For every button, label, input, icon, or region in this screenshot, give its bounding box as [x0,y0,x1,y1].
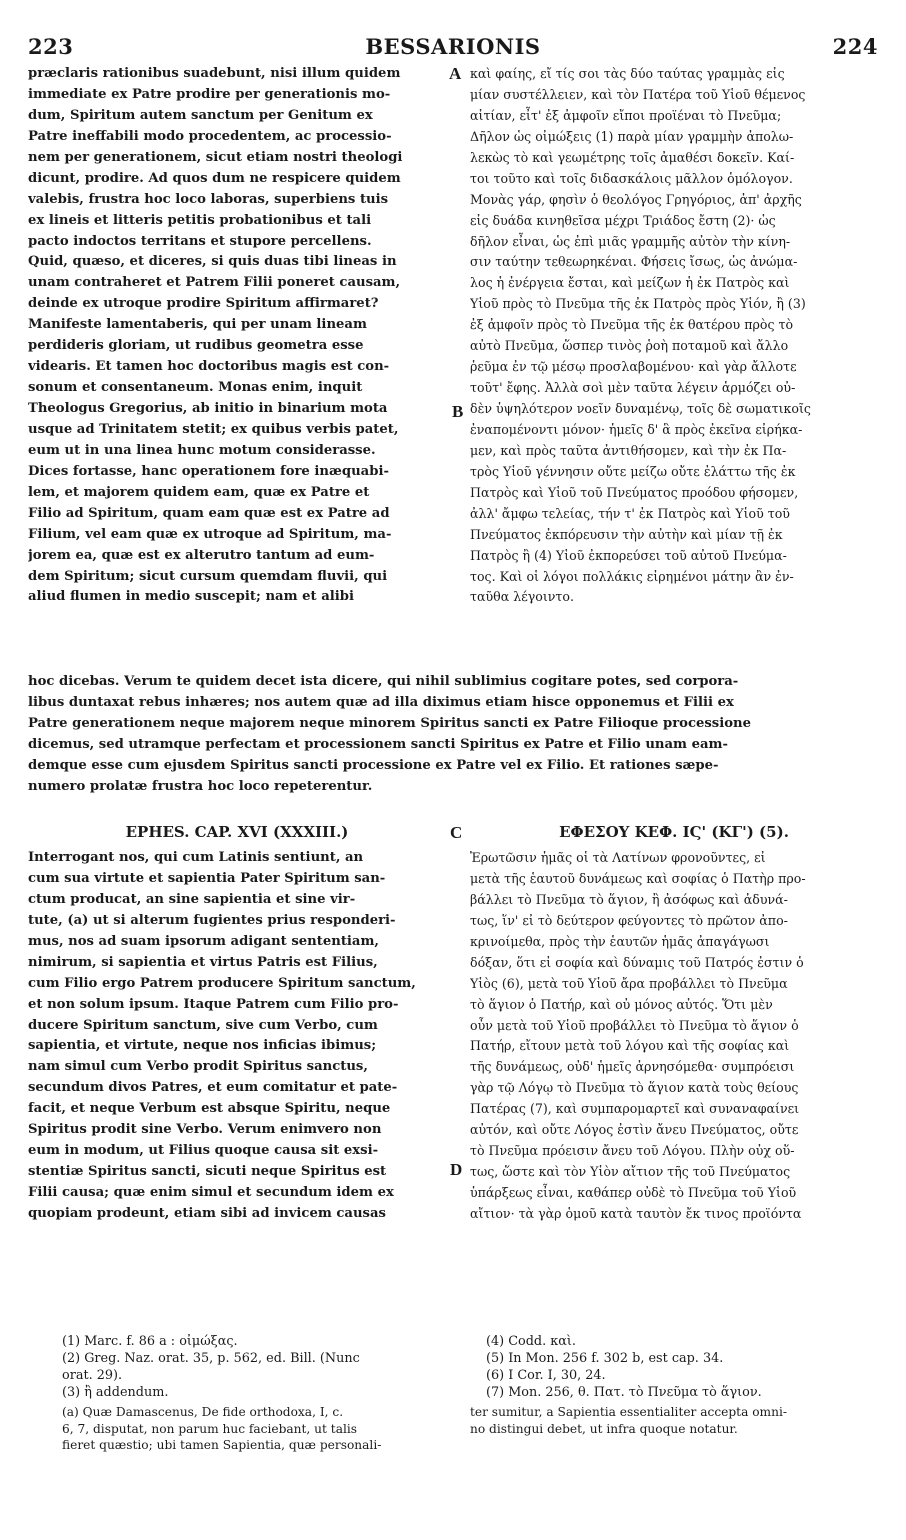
text-line: libus duntaxat rebus inhæres; nos autem quæ ad illa diximus etiam hisce opponemus et Filii ex [28,694,734,710]
footnote-line: (5) In Mon. 256 f. 302 b, est cap. 34. [486,1351,724,1366]
text-line: jorem ea, quæ est ex alterutro tantum ad eum- [28,547,375,563]
text-line: μεν, καὶ πρὸς ταῦτα ἀντιθήσομεν, καὶ τὴν ἐκ Πα- [470,442,787,458]
text-line: Πνεύματος ἐκπόρευσιν τὴν αὐτὴν καὶ μίαν τῇ ἐκ [470,526,783,542]
text-line: numero prolatæ frustra hoc loco repeterentur. [28,778,373,794]
text-line: ταῦθα λέγοιντο. [470,589,574,605]
text-line: quopiam prodeunt, etiam sibi ad invicem causas [28,1205,386,1221]
note-line: 6, 7, disputat, non parum huc faciebant, ut talis [62,1421,358,1436]
text-line: tute, (a) ut si alterum fugientes prius responderi- [28,912,396,928]
note-line: ter sumitur, a Sapientia essentialiter accepta omni- [470,1405,787,1419]
text-line: dicunt, prodire. Ad quos dum ne respicere quidem [28,170,401,186]
text-line: Patre generationem neque majorem neque minorem Spiritus sancti ex Patre Filioque processione [28,715,752,731]
text-line: mus, nos ad suam ipsorum adigant sententiam, [28,933,380,949]
text-line: Πατήρ, εἴτουν μετὰ τοῦ λόγου καὶ τῆς σοφίας καὶ [470,1038,790,1054]
note-line: no distingui debet, ut infra quoque notatur. [470,1421,738,1436]
text-line: αἰτίαν, εἶτ' ἐξ ἀμφοῖν εἴποι προϊέναι τὸ Πνεῦμα; [470,107,782,123]
text-line: αὐτὸ Πνεῦμα, ὥσπερ τινὸς ῥοὴ ποταμοῦ καὶ ἄλλο [470,338,789,354]
section-title-greek: ΕΦΕΣΟΥ ΚΕΦ. ΙϚ' (ΚΓ') (5). [559,823,789,841]
text-line: αἴτιον· τὰ γὰρ ὁμοῦ κατὰ ταυτὸν ἔκ τινος προϊόντα [470,1205,802,1221]
text-line: Filii causa; quæ enim simul et secundum idem ex [28,1185,394,1200]
text-line: lem, et majorem quidem eam, quæ ex Patre et [28,484,370,500]
text-line: valebis, frustra hoc loco laboras, superbiens tuis [28,191,389,207]
text-line: Πατρὸς ἢ (4) Υἱοῦ ἐκπορεύσει τοῦ αὐτοῦ Πνεύμα- [470,547,787,563]
footnote-line: orat. 29). [62,1368,123,1383]
text-line: unam contraheret et Patrem Filii poneret causam, [28,275,401,291]
text-line: τος. Καὶ οἱ λόγοι πολλάκις εἰρημένοι μάτην ἂν ἐν- [470,568,794,584]
text-line: perdideris gloriam, ut rudibus geometra esse [28,338,364,354]
text-line: Πατέρας (7), καὶ συμπαρομαρτεῖ καὶ συναναφαίνει [470,1101,800,1117]
text-line: dem Spiritum; sicut cursum quemdam fluvii, qui [28,568,388,584]
footnotes-left [62,1333,446,1401]
text-line: σιν ταύτην τεθεωρηκέναι. Φήσεις ἴσως, ὡς ἀνώμα- [470,254,798,270]
text-line: Ἐρωτῶσιν ἡμᾶς οἱ τὰ Λατίνων φρονοῦντες, εἰ [470,850,766,865]
text-line: Πατρὸς καὶ Υἱοῦ τοῦ Πνεύματος προόδου φήσομεν, [470,484,799,500]
section-latin-column [28,848,446,1225]
text-line: ὑπάρξεως εἶναι, καθάπερ οὐδὲ τὸ Πνεῦμα τοῦ Υἱοῦ [470,1185,797,1200]
text-line: Quid, quæso, et diceres, si quis duas tibi lineas in [28,254,397,270]
text-line: ducere Spiritum sanctum, sive cum Verbo, cum [28,1017,378,1033]
text-line: deinde ex utroque prodire Spiritum affirmaret? [28,296,379,312]
text-line: præclaris rationibus suadebunt, nisi illum quidem [28,66,401,81]
note-line: fieret quæstio; ubi tamen Sapientia, quæ personali- [62,1438,382,1452]
footnote-line: (3) ἢ addendum. [62,1385,169,1400]
margin-mark-d: D [450,1160,463,1179]
text-line: ἐναπομένοντι μόνον· ἡμεῖς δ' ἃ πρὸς ἐκεῖνα εἰρήκα- [470,421,803,437]
footnote-line: (2) Greg. Naz. orat. 35, p. 562, ed. Bill. (Nunc [62,1351,360,1366]
text-line: sonum et consentaneum. Monas enim, inquit [28,380,363,396]
text-line: ῥεῦμα ἐν τῷ μέσῳ προσλαβομένου· καὶ γὰρ ἄλλοτε [470,359,797,375]
text-line: δόξαν, ὅτι εἰ σοφία καὶ δύναμις τοῦ Πατρός ἐστιν ὁ [470,954,804,970]
text-line: τὸ ἅγιον ὁ Πατήρ, καὶ οὐ μόνος αὐτός. Ὅτι μὲν [470,996,773,1012]
text-line: dicemus, sed utramque perfectam et processionem sancti Spiritus ex Patre et Filio unam eam- [28,736,728,752]
text-line: Υἱὸς (6), μετὰ τοῦ Υἱοῦ ἄρα προβάλλει τὸ Πνεῦμα [470,975,788,991]
top-latin-column [28,64,446,608]
left-page-number: 223 [28,34,74,59]
text-line: cum sua virtute et sapientia Pater Spiritum san- [28,870,386,886]
running-header [28,34,878,60]
footnotes-right [486,1333,878,1401]
text-line: et non solum ipsum. Itaque Patrem cum Filio pro- [28,996,399,1012]
text-line: Manifeste lamentaberis, qui per unam lineam [28,317,367,333]
text-line: Theologus Gregorius, ab initio in binarium mota [28,401,388,416]
text-line: eum in modum, ut Filius quoque causa sit exsi- [28,1143,379,1159]
right-page-number: 224 [832,34,878,59]
editor-note-right [470,1404,878,1437]
text-line: ἐξ ἀμφοῖν πρὸς τὸ Πνεῦμα τῆς ἐκ θατέρου πρὸς τὸ [470,317,794,333]
text-line: sapientia, et virtute, neque nos inficias ibimus; [28,1038,377,1054]
text-line: αὐτόν, καὶ οὔτε Λόγος ἐστὶν ἄνευ Πνεύματος, οὔτε [470,1122,799,1138]
text-line: Patre ineffabili modo procedentem, ac processio- [28,128,392,144]
editor-note-left [62,1404,446,1454]
text-line: dum, Spiritum autem sanctum per Genitum ex [28,107,373,123]
text-line: ἀλλ' ἄμφω τελείας, τήν τ' ἐκ Πατρὸς καὶ Υἱοῦ τοῦ [470,505,790,521]
text-line: secundum divos Patres, et eum comitatur et pate- [28,1080,398,1096]
full-width-latin-paragraph [28,672,878,798]
text-line: ex lineis et litteris petitis probationibus et tali [28,212,372,228]
note-line: (a) Quæ Damascenus, De fide orthodoxa, I, c. [62,1405,344,1419]
footnote-line: (1) Marc. f. 86 a : οἰμώξας. [62,1334,238,1349]
text-line: λος ἡ ἐνέργεια ἔσται, καὶ μείζων ἡ ἐκ Πατρὸς καὶ [470,275,790,291]
text-line: immediate ex Patre prodire per generationis mo- [28,86,391,102]
text-line: μίαν συστέλλειεν, καὶ τὸν Πατέρα τοῦ Υἱοῦ θέμενος [470,86,806,102]
section-title-latin: EPHES. CAP. XVI (XXXIII.) [125,823,349,841]
footnote-line: (6) I Cor. I, 30, 24. [486,1368,606,1383]
text-line: βάλλει τὸ Πνεῦμα τὸ ἅγιον, ἢ ἀσόφως καὶ ἀδυνά- [470,891,788,907]
text-line: γὰρ τῷ Λόγῳ τὸ Πνεῦμα τὸ ἅγιον κατὰ τοὺς θείους [470,1080,799,1096]
text-line: videaris. Et tamen hoc doctoribus magis est con- [28,359,390,375]
margin-mark-a: A [449,64,462,83]
text-line: cum Filio ergo Patrem producere Spiritum sanctum, [28,975,416,991]
text-line: pacto indoctos territans et stupore percellens. [28,233,372,249]
section-greek-column [470,848,878,1225]
text-line: τως, ὥστε καὶ τὸν Υἱὸν αἴτιον τῆς τοῦ Πνεύματος [470,1164,791,1180]
text-line: τρὸς Υἱοῦ γέννησιν οὔτε μείζω οὔτε ἐλάττω τῆς ἐκ [470,463,796,479]
text-line: ctum producat, an sine sapientia et sine vir- [28,891,356,907]
text-line: τως, ἵν' εἰ τὸ δεύτερον φεύγοντες τὸ πρῶτον ἀπο- [470,912,788,928]
text-line: κρινοίμεθα, πρὸς τὴν ἑαυτῶν ἡμᾶς ἀπαγάγωσι [470,933,770,949]
text-line: nam simul cum Verbo prodit Spiritus sanctus, [28,1059,368,1075]
text-line: nem per generationem, sicut etiam nostri theologi [28,149,403,165]
text-line: demque esse cum ejusdem Spiritus sancti processione ex Patre vel ex Filio. Et rationes sæpe- [28,757,719,773]
text-line: Dices fortasse, hanc operationem fore inæquabi- [28,463,389,479]
text-line: καὶ φαίης, εἴ τίς σοι τὰς δύο ταύτας γραμμὰς εἰς [470,66,785,81]
text-line: Δῆλον ὡς οἰμώξεις (1) παρὰ μίαν γραμμὴν ἀπολω- [470,128,794,144]
text-line: τοι τοῦτο καὶ τοῖς διδασκάλοις μᾶλλον ὁμόλογον. [470,170,793,186]
text-line: hoc dicebas. Verum te quidem decet ista dicere, qui nihil sublimius cogitare potes, sed corpora- [28,674,739,689]
text-line: τοῦτ' ἔφης. Ἀλλὰ σοὶ μὲν ταῦτα λέγειν ἁρμόζει οὐ- [470,380,796,396]
text-line: stentiæ Spiritus sancti, sicuti neque Spiritus est [28,1164,387,1180]
top-greek-column [470,64,878,608]
text-line: Υἱοῦ πρὸς τὸ Πνεῦμα τῆς ἐκ Πατρὸς πρὸς Υἱόν, ἢ (3) [470,296,806,312]
text-line: λεκὼς τὸ καὶ γεωμέτρης τοῖς ἀμαθέσι δοκεῖν. Καί- [470,149,795,165]
text-line: οὖν μετὰ τοῦ Υἱοῦ προβάλλει τὸ Πνεῦμα τὸ ἅγιον ὁ [470,1017,799,1033]
text-line: μετὰ τῆς ἑαυτοῦ δυνάμεως καὶ σοφίας ὁ Πατὴρ προ- [470,870,806,886]
footnote-line: (4) Codd. καὶ. [486,1334,576,1349]
text-line: Spiritus prodit sine Verbo. Verum enimvero non [28,1122,382,1138]
text-line: Filium, vel eam quæ ex utroque ad Spiritum, ma- [28,526,392,542]
text-line: εἰς δυάδα κινηθεῖσα μέχρι Τριάδος ἔστη (2)· ὡς [470,212,776,228]
text-line: aliud flumen in medio suscepit; nam et alibi [28,589,354,605]
text-line: facit, et neque Verbum est absque Spiritu, neque [28,1101,391,1117]
text-line: eum ut in una linea hunc motum considerasse. [28,442,376,458]
text-line: τὸ Πνεῦμα πρόεισιν ἄνευ τοῦ Λόγου. Πλὴν οὐχ οὕ- [470,1143,795,1159]
text-line: τῆς δυνάμεως, οὐδ' ἡμεῖς ἀρνησόμεθα· συμπρόεισι [470,1059,795,1075]
text-line: Interrogant nos, qui cum Latinis sentiunt, an [28,850,364,865]
margin-mark-b: B [452,402,464,421]
text-line: usque ad Trinitatem stetit; ex quibus verbis patet, [28,421,399,437]
running-title: BESSARIONIS [365,34,541,59]
text-line: nimirum, si sapientia et virtus Patris est Filius, [28,954,378,970]
text-line: δὲν ὑψηλότερον νοεῖν δυναμένῳ, τοῖς δὲ σωματικοῖς [470,401,811,416]
text-line: Filio ad Spiritum, quam eam quæ est ex Patre ad [28,505,390,521]
text-line: Μονὰς γάρ, φησὶν ὁ θεολόγος Γρηγόριος, ἀπ' ἀρχῆς [470,191,802,207]
margin-mark-c: C [450,823,463,842]
footnote-line: (7) Mon. 256, θ. Πατ. τὸ Πνεῦμα τὸ ἅγιον. [486,1385,762,1400]
text-line: δῆλον εἶναι, ὡς ἐπὶ μιᾶς γραμμῆς αὐτὸν τὴν κίνη- [470,233,791,249]
